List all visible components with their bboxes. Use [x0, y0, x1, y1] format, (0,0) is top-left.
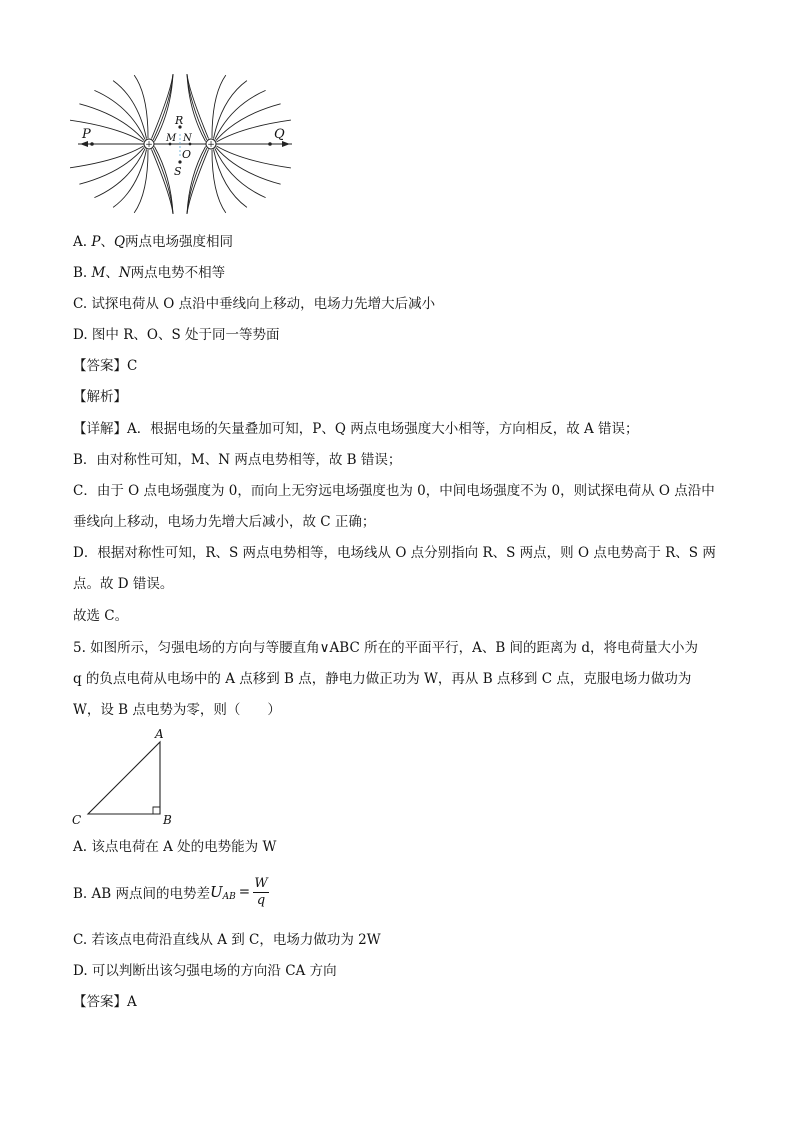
- q4-detail-c-line2: 垂线向上移动，电场力先增大后减小，故 C 正确；: [73, 514, 376, 530]
- fraction: [253, 876, 269, 909]
- vertex-B: B: [163, 813, 172, 827]
- label-N: N: [183, 133, 192, 144]
- q4-analysis-heading: 【解析】: [73, 389, 127, 405]
- q4-option-c: C. 试探电荷从 O 点沿中垂线向上移动，电场力先增大后减小: [73, 296, 436, 312]
- q4-detail-a: 【详解】A．根据电场的矢量叠加可知，P、Q 两点电场强度大小相等，方向相反，故 A 错误；: [73, 421, 639, 437]
- q4-answer: 【答案】C: [73, 358, 138, 374]
- potential-subscript: AB: [222, 892, 236, 902]
- q4-option-b: B. M、N两点电势不相等: [73, 265, 226, 281]
- q5-stem-line2: q 的负点电荷从电场中的 A 点移到 B 点，静电力做正功为 W，再从 B 点移到 C 点，克服电场力做功为: [73, 671, 692, 687]
- q5-stem-line1: 5. 如图所示，匀强电场的方向与等腰直角∨ABC 所在的平面平行，A、B 间的距离为 d，将电荷量大小为: [73, 640, 698, 656]
- field-line: [134, 150, 148, 213]
- label-O: O: [182, 148, 192, 161]
- label-Q: Q: [274, 127, 285, 142]
- field-line: [215, 90, 266, 139]
- q5-option-a: A. 该点电荷在 A 处的电势能为 W: [73, 839, 277, 855]
- field-line: [215, 149, 266, 198]
- field-line: [153, 74, 173, 140]
- vertex-A: A: [155, 727, 164, 741]
- q5-option-b-text: B. AB 两点间的电势差: [73, 886, 210, 902]
- potential-symbol: U: [209, 883, 223, 901]
- field-line: [94, 149, 145, 198]
- field-line: [152, 74, 174, 139]
- field-line: [152, 149, 174, 214]
- label-P: P: [82, 127, 91, 142]
- q4-detail-d-line1: D．根据对称性可知，R、S 两点电势相等，电场线从 O 点分别指向 R、S 两点，则 O 点电势高于 R、S 两: [73, 545, 716, 561]
- q4-detail-d-line2: 点。故 D 错误。: [73, 576, 174, 592]
- q4-option-d: D. 图中 R、O、S 处于同一等势面: [73, 327, 280, 343]
- field-lines-figure: [70, 72, 300, 222]
- q4-detail-c-line1: C．由于 O 点电场强度为 0，而向上无穷远电场强度也为 0，中间电场强度不为 0，则试探电荷从 O 点沿中: [73, 483, 715, 499]
- q4-conclusion: 故选 C。: [73, 608, 129, 624]
- field-line: [70, 146, 143, 168]
- field-line: [217, 146, 291, 168]
- fraction-numerator: W: [254, 875, 268, 891]
- q5-option-d: D. 可以判断出该匀强电场的方向沿 CA 方向: [73, 963, 337, 979]
- triangle-figure: [68, 726, 188, 831]
- field-line: [134, 75, 148, 138]
- charge-plus-right: +: [207, 140, 215, 150]
- equals-sign: =: [238, 884, 251, 900]
- field-line: [153, 148, 173, 214]
- q5-option-c: C. 若该点电荷沿直线从 A 到 C，电场力做功为 2W: [73, 932, 381, 948]
- label-R: R: [175, 114, 184, 127]
- charge-plus-left: +: [145, 140, 153, 150]
- q5-option-b: [73, 870, 269, 914]
- field-line: [94, 90, 145, 139]
- q5-answer: 【答案】A: [73, 994, 137, 1010]
- field-line: [212, 75, 226, 138]
- q4-option-a: A. P、Q两点电场强度相同: [73, 234, 234, 250]
- label-S: S: [174, 165, 182, 178]
- q4-detail-b: B．由对称性可知，M、N 两点电势相等，故 B 错误；: [73, 452, 402, 468]
- vertex-C: C: [72, 813, 82, 827]
- label-M: M: [166, 133, 177, 144]
- field-line: [187, 74, 207, 140]
- q5-stem-line3: W，设 B 点电势为零，则（ ）: [73, 702, 281, 718]
- field-line: [70, 120, 143, 142]
- field-line: [187, 74, 209, 139]
- fraction-denominator: q: [256, 892, 266, 908]
- field-line: [212, 150, 226, 213]
